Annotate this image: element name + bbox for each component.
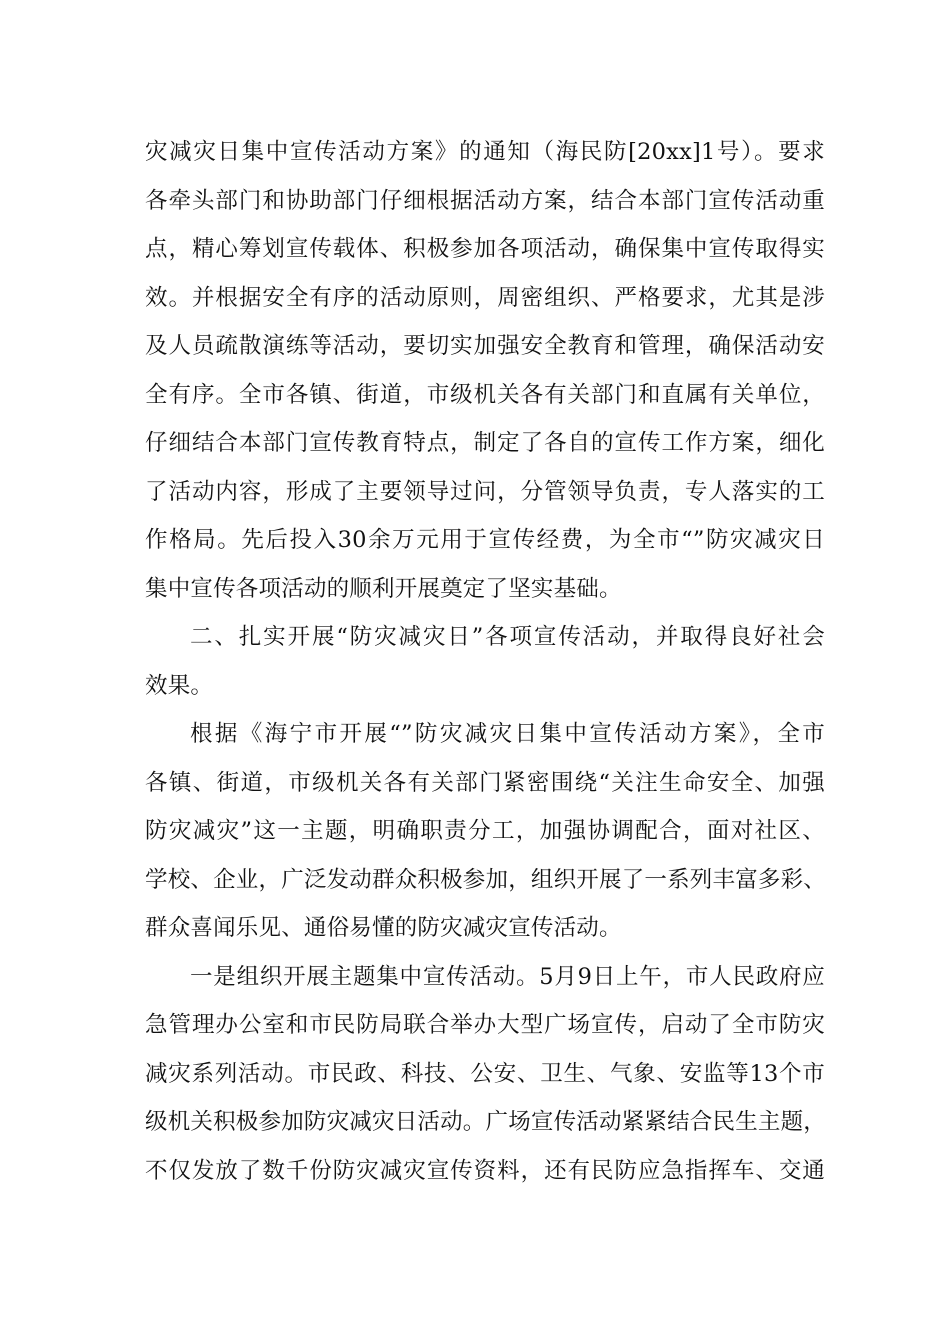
text-line: 不仅发放了数千份防灾减灾宣传资料，还有民防应急指挥车、交通 <box>145 1157 825 1184</box>
text-line: 各镇、街道，市级机关各有关部门紧密围绕“关注生命安全、加强 <box>145 769 825 796</box>
text-line: 集中宣传各项活动的顺利开展奠定了坚实基础。 <box>145 575 622 602</box>
section-heading-line: 效果。 <box>145 672 214 699</box>
text-line: 防灾减灾”这一主题，明确职责分工，加强协调配合，面对社区、 <box>145 818 825 844</box>
text-line: 减灾系列活动。市民政、科技、公安、卫生、气象、安监等13个市 <box>145 1060 825 1087</box>
document-body <box>145 128 825 1195</box>
text-line: 群众喜闻乐见、通俗易懂的防灾减灾宣传活动。 <box>145 915 622 941</box>
text-line: 点，精心筹划宣传载体、积极参加各项活动，确保集中宣传取得实 <box>145 236 825 262</box>
text-line: 仔细结合本部门宣传教育特点，制定了各自的宣传工作方案，细化 <box>145 430 825 456</box>
text-line: 各牵头部门和协助部门仔细根据活动方案，结合本部门宣传活动重 <box>145 187 825 214</box>
text-line: 级机关积极参加防灾减灾日活动。广场宣传活动紧紧结合民生主题， <box>145 1109 827 1135</box>
text-line: 灾减灾日集中宣传活动方案》的通知（海民防[20xx]1号）。要求 <box>145 139 825 165</box>
text-line: 了活动内容，形成了主要领导过问，分管领导负责，专人落实的工 <box>145 478 825 505</box>
text-line: 学校、企业，广泛发动群众积极参加，组织开展了一系列丰富多彩、 <box>145 866 827 893</box>
text-line: 及人员疏散演练等活动，要切实加强安全教育和管理，确保活动安 <box>145 333 825 359</box>
text-line: 一是组织开展主题集中宣传活动。5月9日上午，市人民政府应 <box>190 963 825 990</box>
text-line: 急管理办公室和市民防局联合举办大型广场宣传，启动了全市防灾 <box>145 1012 825 1038</box>
section-heading-line: 二、扎实开展“防灾减灾日”各项宣传活动，并取得良好社会 <box>190 624 825 650</box>
text-line: 根据《海宁市开展“”防灾减灾日集中宣传活动方案》，全市 <box>190 721 825 747</box>
text-line: 效。并根据安全有序的活动原则，周密组织、严格要求，尤其是涉 <box>145 284 825 311</box>
text-line: 作格局。先后投入30余万元用于宣传经费，为全市“”防灾减灾日 <box>145 527 825 553</box>
text-line: 全有序。全市各镇、街道，市级机关各有关部门和直属有关单位， <box>145 381 825 408</box>
